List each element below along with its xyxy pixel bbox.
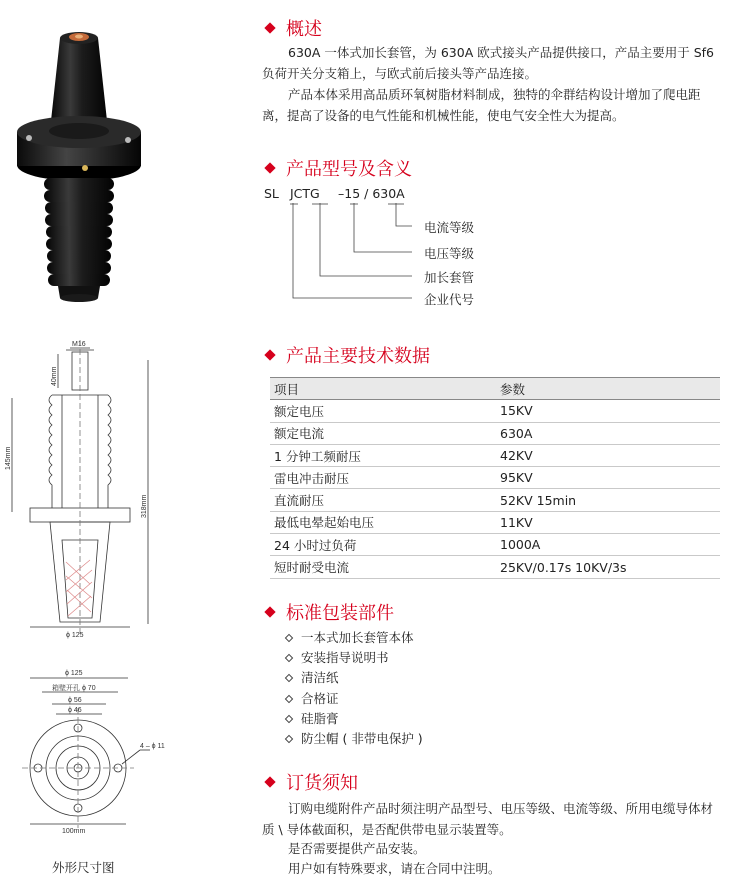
list-item-label: 安装指导说明书 [301, 650, 389, 666]
spec-table [270, 377, 720, 579]
specs-heading [262, 343, 430, 367]
model-label-enterprise: 企业代号 [424, 292, 475, 307]
table-row [270, 467, 720, 489]
dim-4-holes: 4 – ϕ 11 [140, 743, 165, 750]
model-label-current: 电流等级 [424, 220, 475, 235]
ordering-heading [262, 770, 358, 794]
row-label: 最低电晕起始电压 [270, 511, 496, 533]
overview-heading [262, 16, 322, 40]
header-item: 项目 [270, 378, 496, 400]
dim-100mm: 100mm [62, 828, 86, 835]
list-item [286, 729, 423, 749]
row-label: 短时耐受电流 [270, 556, 496, 578]
table-row [270, 534, 720, 556]
packing-list [286, 628, 423, 749]
diamond-bullet-icon [264, 349, 275, 360]
row-value: 11KV [496, 511, 720, 533]
row-value: 15KV [496, 400, 720, 422]
list-item-label: 硅脂膏 [301, 710, 339, 726]
table-row [270, 556, 720, 578]
table-row [270, 400, 720, 422]
dim-40mm: 40mm [51, 366, 58, 386]
table-header-row [270, 378, 720, 400]
table-row [270, 444, 720, 466]
packing-title: 标准包装部件 [286, 603, 394, 624]
ordering-para-1: 订购电缆附件产品时须注明产品型号、电压等级、电流等级、所用电缆导体材质 \ 导体截面积，是否配供带电显示装置等。 [262, 801, 714, 837]
diamond-outline-icon [285, 715, 293, 723]
overview-para-2: 产品本体采用高品质环氧树脂材料制成，独特的伞群结构设计增加了爬电距离，提高了设备的电气性能和机械性能，使电气安全性大为提高。 [262, 87, 701, 123]
diamond-outline-icon [285, 654, 293, 662]
model-diagram [262, 186, 724, 306]
diamond-outline-icon [285, 694, 293, 702]
diamond-bullet-icon [264, 162, 275, 173]
row-label: 直流耐压 [270, 489, 496, 511]
row-value: 25KV/0.17s 10KV/3s [496, 556, 720, 578]
product-photo [0, 0, 230, 310]
overview-para-1: 630A 一体式加长套管，为 630A 欧式接头产品提供接口，产品主要用于 Sf6 负荷开关分支箱上，与欧式前后接头等产品连接。 [262, 45, 715, 81]
list-item-label: 一本式加长套管本体 [301, 630, 414, 646]
ordering-para-2: 是否需要提供产品安装。 [288, 841, 426, 856]
table-row [270, 422, 720, 444]
row-label: 24 小时过负荷 [270, 534, 496, 556]
row-value: 1000A [496, 534, 720, 556]
header-param: 参数 [496, 378, 720, 400]
dim-phi125-top: ϕ 125 [65, 670, 83, 677]
dim-hole: 箱壁开孔 ϕ 70 [52, 685, 96, 692]
list-item [286, 668, 423, 688]
model-heading [262, 156, 412, 180]
list-item [286, 628, 423, 648]
diamond-outline-icon [285, 735, 293, 743]
ordering-para-3: 用户如有特殊要求，请在合同中注明。 [288, 861, 501, 876]
dim-phi125-side: ϕ 125 [66, 632, 84, 639]
diamond-outline-icon [285, 634, 293, 642]
left-column [0, 0, 230, 885]
model-title: 产品型号及含义 [286, 159, 412, 180]
overview-title: 概述 [286, 19, 322, 40]
dim-318mm: 318mm [141, 494, 148, 518]
table-row [270, 489, 720, 511]
model-code-sl: SL [264, 186, 279, 201]
diamond-bullet-icon [264, 22, 275, 33]
row-label: 额定电压 [270, 400, 496, 422]
list-item [286, 648, 423, 668]
top-drawing [0, 668, 230, 848]
row-value: 95KV [496, 467, 720, 489]
dim-145mm: 145mm [5, 446, 12, 470]
diamond-bullet-icon [264, 606, 275, 617]
row-label: 雷电冲击耐压 [270, 467, 496, 489]
packing-heading [262, 600, 394, 624]
list-item-label: 合格证 [301, 690, 339, 706]
list-item [286, 689, 423, 709]
model-label-bushing: 加长套管 [424, 270, 475, 285]
row-value: 52KV 15min [496, 489, 720, 511]
row-label: 1 分钟工频耐压 [270, 444, 496, 466]
dim-phi46: ϕ 46 [68, 707, 82, 714]
diamond-bullet-icon [264, 776, 275, 787]
row-value: 42KV [496, 444, 720, 466]
dim-phi56: ϕ 56 [68, 697, 82, 704]
model-label-voltage: 电压等级 [424, 246, 475, 261]
ordering-title: 订货须知 [286, 773, 358, 794]
table-row [270, 511, 720, 533]
list-item-label: 防尘帽 ( 非带电保护 ) [301, 731, 423, 747]
row-label: 额定电流 [270, 422, 496, 444]
dim-m16: M16 [72, 341, 86, 348]
list-item-label: 清洁纸 [301, 670, 339, 686]
diamond-outline-icon [285, 674, 293, 682]
drawing-caption: 外形尺寸图 [52, 860, 115, 875]
model-code-rest: –15 / 630A [338, 186, 405, 201]
specs-title: 产品主要技术数据 [286, 346, 430, 367]
row-value: 630A [496, 422, 720, 444]
side-drawing [0, 340, 230, 640]
list-item [286, 709, 423, 729]
model-code-jctg: JCTG [290, 186, 320, 201]
